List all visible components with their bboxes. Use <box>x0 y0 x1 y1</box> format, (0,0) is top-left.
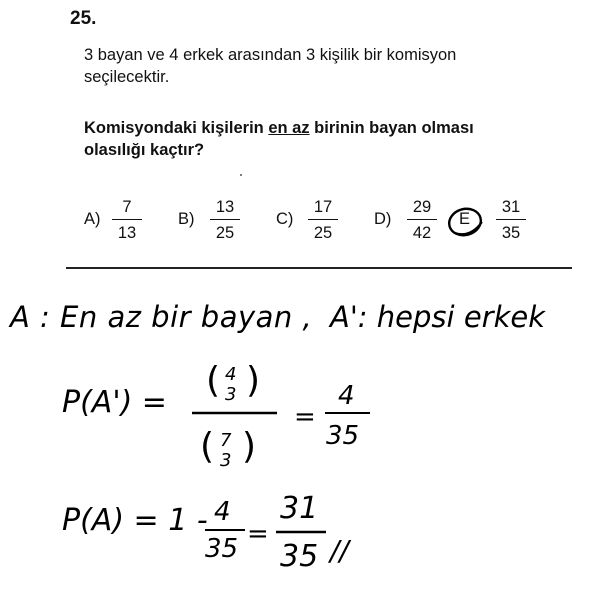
binom-paren-left-bot: ( <box>200 426 215 467</box>
final-numerator: 31 <box>280 491 319 526</box>
choice-e-numerator: 31 <box>501 198 521 216</box>
binom-top-n: 4 <box>225 364 237 385</box>
ask-line-2: olasılığı kaçtır? <box>84 141 205 159</box>
hw-p-complement: P(A') = <box>62 385 167 420</box>
choice-d-denominator: 42 <box>412 224 432 242</box>
choice-c-numerator: 17 <box>313 198 333 216</box>
choice-c-denominator: 25 <box>313 224 333 242</box>
final-denominator: 35 <box>280 539 319 574</box>
choice-b-denominator: 25 <box>215 224 235 242</box>
choice-e-label: E <box>459 210 471 228</box>
hw-p-event: P(A) = 1 - <box>62 503 208 538</box>
choice-d-label: D) <box>374 210 392 228</box>
binom-top-k: 3 <box>225 384 237 405</box>
choice-b-label: B) <box>178 210 195 228</box>
hw-definition-complement: A': hepsi erkek <box>330 300 546 334</box>
answer-circle-tail <box>455 222 482 234</box>
hw-equals-2: = <box>247 519 269 549</box>
result-denominator: 35 <box>326 421 360 451</box>
result-numerator: 4 <box>338 381 355 411</box>
ask-underlined: en az <box>268 119 310 137</box>
binom-paren-right-top: ) <box>246 360 261 401</box>
hw-definition-a: A : En az bir bayan , <box>10 300 313 334</box>
binom-paren-right-bot: ) <box>242 426 257 467</box>
final-mark: // <box>330 534 349 567</box>
choice-d-numerator: 29 <box>412 198 432 216</box>
stem-line-2: seçilecektir. <box>84 68 170 86</box>
ask-part-1: Komisyondaki kişilerin <box>84 119 269 137</box>
choice-c-label: C) <box>276 210 294 228</box>
question-number: 25. <box>70 8 97 29</box>
hw-equals-1: = <box>294 402 316 432</box>
stem-line-1: 3 bayan ve 4 erkek arasından 3 kişilik bir komisyon <box>84 46 457 64</box>
choice-a-label: A) <box>84 210 101 228</box>
choice-a-denominator: 13 <box>117 224 137 242</box>
choice-e-denominator: 35 <box>501 224 521 242</box>
minus-denominator: 35 <box>205 534 239 564</box>
choice-b-numerator: 13 <box>215 198 235 216</box>
binom-bot-k: 3 <box>220 450 232 471</box>
binom-bot-n: 7 <box>220 430 232 451</box>
binom-paren-left-top: ( <box>206 360 221 401</box>
ask-part-2: birinin bayan olması <box>309 119 474 137</box>
minus-numerator: 4 <box>214 497 231 527</box>
choice-a-numerator: 7 <box>122 198 132 216</box>
